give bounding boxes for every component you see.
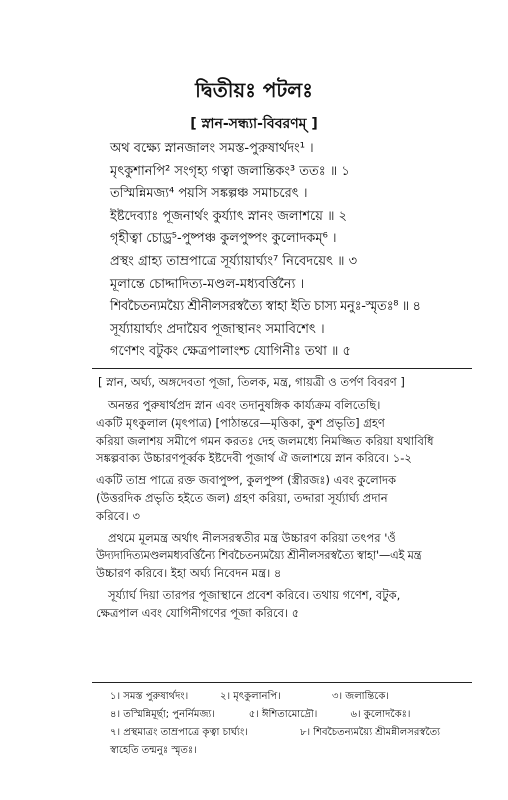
section-divider-top (92, 368, 472, 369)
verse-line: তস্মিন্নিমজ্য⁴ পয়সি সঙ্কল্পঞ্চ সমাচরেৎ । (110, 186, 308, 202)
paragraph (96, 587, 470, 623)
verse-line: গণেশং বটুকং ক্ষেত্রপালাংশ্চ যোগিনীঃ তথা ॥ ৫ (110, 344, 351, 360)
verse-line: মৃৎকুশানপি² সংগৃহ্য গত্বা জলান্তিকং³ ততঃ ॥ ১ (110, 163, 350, 179)
footnote: ৫। ঈশিতামোদ্রৌ। (248, 709, 318, 720)
verse-line: সূর্য্যায়ার্ঘ্যং প্রদায়ৈব পূজাস্থানং সমাবিশেৎ । (110, 321, 325, 337)
paragraph (96, 472, 470, 525)
paragraph-line: ক্ষেত্রপাল এবং যোগিনীগণের পূজা করিবে। ৫ (96, 605, 300, 620)
paragraph-line: উদ্যদাদিত্যমণ্ডলমধ্যবর্ত্তিন্যৈ শিবচৈতন্যময়্যৈ শ্রীনীলসরস্বত্যৈ স্বাহা'—এই মন্ত্র (96, 548, 422, 563)
footnote: ৭। প্রস্থমাত্রং তাম্রপাত্রে কৃত্বা চার্ঘ্যং। (110, 727, 248, 738)
footnote: ২। মৃৎকুলানপি। (220, 691, 281, 702)
paragraph-line: অনন্তর পুরুষার্থপ্রদ স্নান এবং তদানুষঙ্গিক কার্য্যক্রম বলিতেছি। (108, 398, 381, 412)
footnote: ৪। তস্মিন্নিমূর্ছা; পুনর্নিমজ্য। (110, 709, 215, 720)
verse-line: প্রস্থং গ্রাহ্য তাম্রপাত্রে সূর্য্যায়ার্ঘ্যং⁷ নিবেদয়েৎ ॥ ৩ (110, 253, 358, 269)
paragraph-line: করিয়া জলাশয় সমীপে গমন করতঃ দেহ জলমধ্যে নিমজ্জিত করিয়া যথাবিধি (96, 433, 434, 448)
paragraph-line: একটি তাম্র পাত্রে রক্ত জবাপুষ্প, কুলপুষ্প (স্ত্রীরজঃ) এবং কুলোদক (96, 473, 397, 488)
paragraph (96, 530, 470, 583)
footnote-row (110, 742, 480, 760)
paragraph-line: একটি মৃৎকুলাল (মৃৎপাত্র) [পাঠান্তরে—মৃত্তিকা, কুশ প্রভৃতি] গ্রহণ (96, 415, 385, 430)
chapter-subtitle: [ স্নান-সন্ধ্যা-বিবরণম্ ] (190, 116, 318, 132)
footnote: ১। সমস্ত পুরুষার্থদং। (110, 691, 189, 702)
bengali-commentary (96, 397, 470, 627)
footnotes (110, 688, 480, 760)
verse-line: শিবচৈতন্যময়্যৈ শ্রীনীলসরস্বত্যৈ স্বাহা ইতি চাস্য মনুঃ-স্মৃতঃ⁸ ॥ ৪ (110, 299, 421, 315)
verse-line: অথ বক্ষ্যে স্নানজালং সমস্ত-পুরুষার্থদং¹ । (110, 141, 314, 156)
footnote-row (110, 724, 480, 742)
paragraph-line: উচ্চারণ করিবে। ইহা অর্ঘ্য নিবেদন মন্ত্র। ৪ (96, 566, 282, 581)
paragraph-line: প্রথমে মূলমন্ত্র অর্থাৎ নীলসরস্বতীর মন্ত্র উচ্চারণ করিয়া তৎপর 'ওঁ (108, 530, 396, 545)
verse-line: গৃহীত্বা চোড্র⁵-পুষ্পঞ্চ কুলপুষ্পং কুলোদকম্⁶ । (110, 231, 337, 247)
footnote-divider (92, 682, 472, 683)
footnote: স্বাহেতি তন্মনুঃ স্মৃতঃ। (110, 745, 197, 756)
footnote: ৬। কুলোদকৈঃ। (350, 709, 411, 720)
footnote-row (110, 706, 480, 724)
footnote: ৮। শিবচৈতন্যময়্যৈ শ্রীমন্নীলসরস্বত্যৈ (300, 727, 441, 738)
footnote-row (110, 688, 480, 706)
verse-line: মূলান্তে চোদ্দাদিত্য-মণ্ডল-মধ্যবর্ত্তিন্যৈ । (110, 276, 305, 292)
paragraph-line: সঙ্কল্পবাক্য উচ্চারণপূর্ব্বক ইষ্টদেবী পূজার্থ ঐ জলাশয়ে স্নান করিবে। ১-২ (96, 451, 412, 466)
footnote: ৩। জলান্তিকে। (332, 691, 389, 702)
sanskrit-verses (110, 138, 480, 364)
section-heading: [ স্নান, অর্ঘ্য, অঙ্গদেবতা পূজা, তিলক, মন্ত্র, গায়ত্রী ও তর্পণ বিবরণ ] (98, 375, 405, 389)
verse-line: ইষ্টদেব্যাঃ পূজনার্থং কুর্য্যাৎ স্নানং জলাশয়ে ॥ ২ (110, 208, 348, 224)
paragraph-line: সূর্য্যার্ঘ দিয়া তারপর পূজাস্থানে প্রবেশ করিবে। তথায় গণেশ, বটুক, (108, 587, 401, 602)
paragraph-line: করিবে। ৩ (96, 508, 140, 523)
chapter-title: দ্বিতীয়ঃ পটলঃ (195, 78, 313, 102)
paragraph (96, 397, 470, 468)
paragraph-line: (উত্তরদিক প্রভৃতি হইতে জল) গ্রহণ করিয়া, তদ্দারা সূর্য্যার্ঘ্য প্রদান (96, 490, 388, 505)
